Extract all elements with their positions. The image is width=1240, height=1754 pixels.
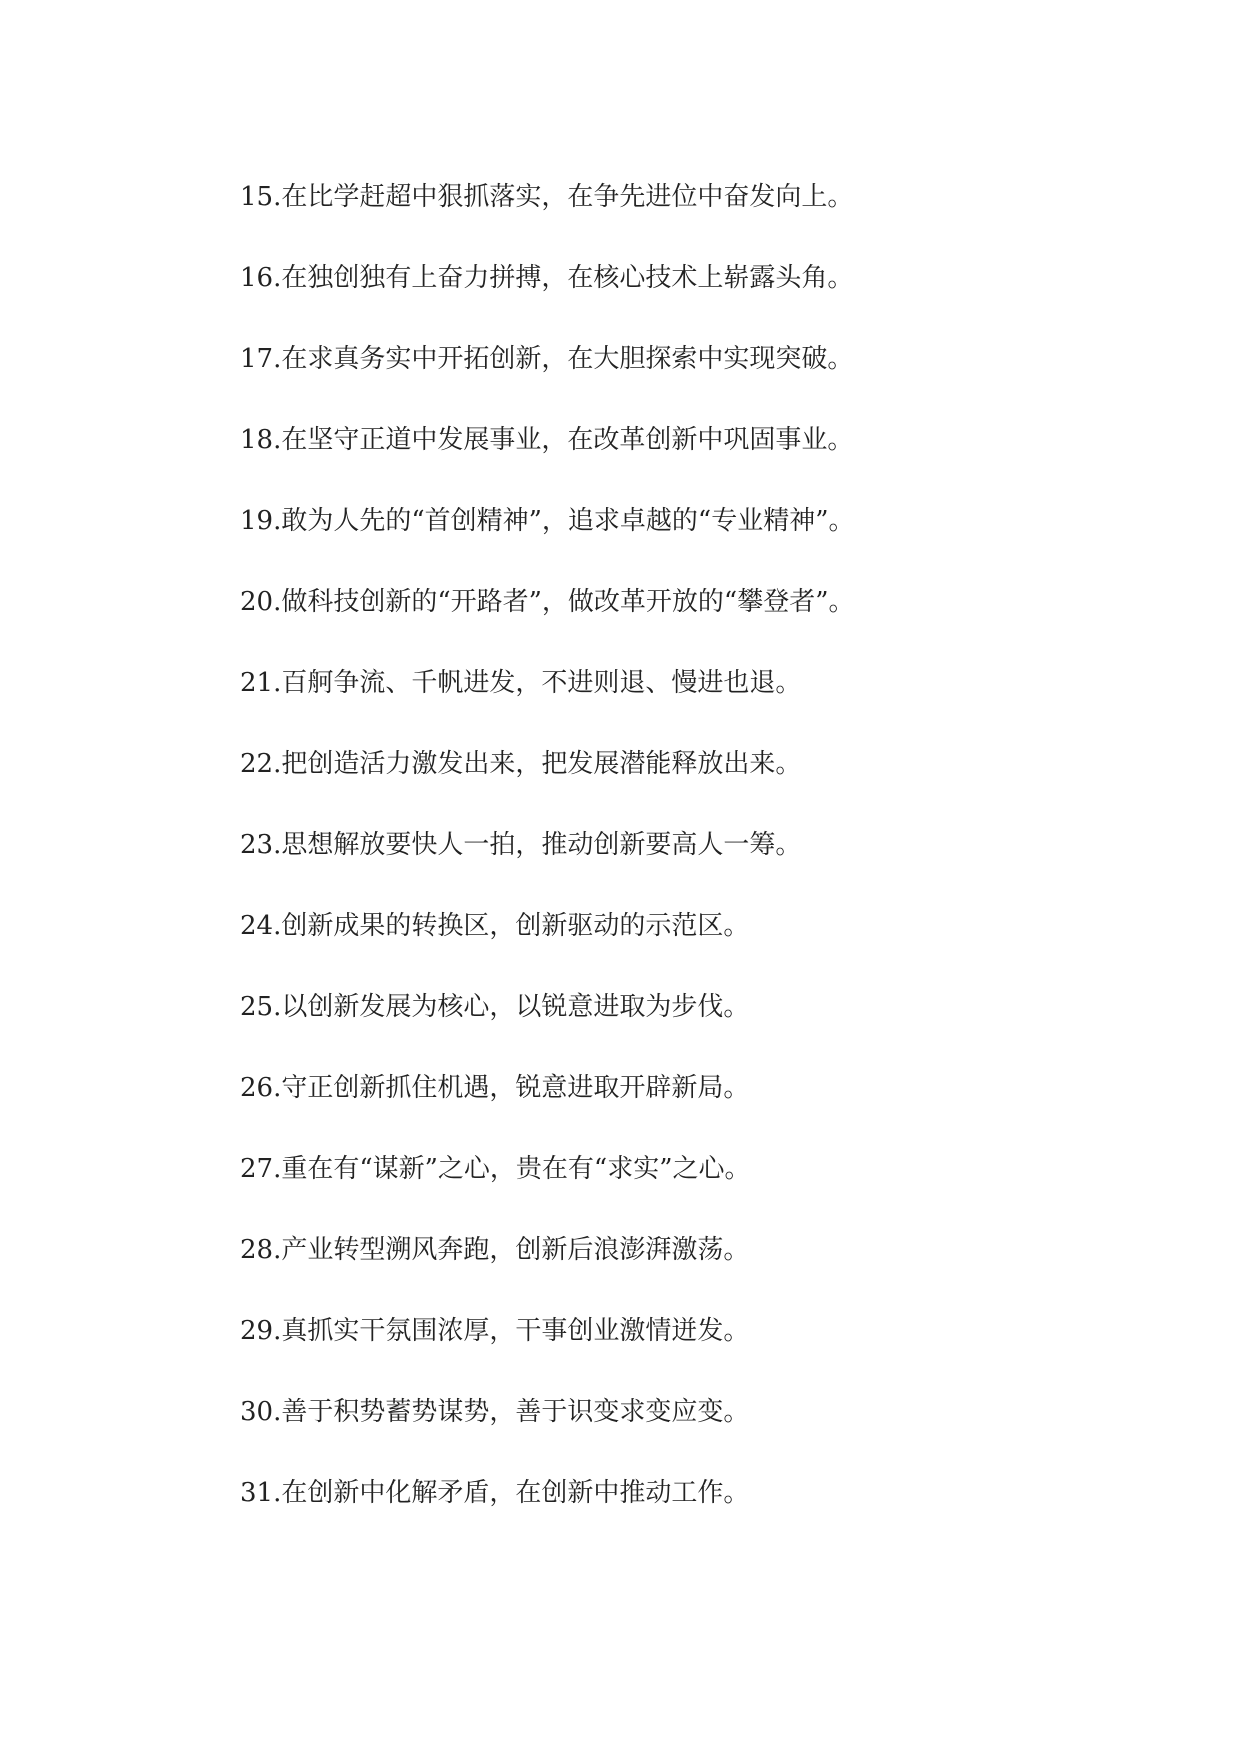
slogan-line-23: 23.思想解放要快人一拍，推动创新要高人一筹。 [240, 830, 802, 860]
slogan-line-28: 28.产业转型溯风奔跑，创新后浪澎湃激荡。 [240, 1235, 750, 1265]
slogan-line-27: 27.重在有“谋新”之心，贵在有“求实”之心。 [240, 1154, 751, 1184]
slogan-line-25: 25.以创新发展为核心，以锐意进取为步伐。 [240, 992, 750, 1022]
slogan-line-15: 15.在比学赶超中狠抓落实，在争先进位中奋发向上。 [240, 182, 854, 212]
slogan-line-19: 19.敢为人先的“首创精神”，追求卓越的“专业精神”。 [240, 506, 855, 536]
slogan-line-24: 24.创新成果的转换区，创新驱动的示范区。 [240, 911, 750, 941]
slogan-line-26: 26.守正创新抓住机遇，锐意进取开辟新局。 [240, 1073, 750, 1103]
slogan-list [240, 172, 1180, 1549]
slogan-line-31: 31.在创新中化解矛盾，在创新中推动工作。 [240, 1478, 750, 1508]
slogan-line-29: 29.真抓实干氛围浓厚，干事创业激情迸发。 [240, 1316, 750, 1346]
slogan-line-20: 20.做科技创新的“开路者”，做改革开放的“攀登者”。 [240, 587, 855, 617]
slogan-line-17: 17.在求真务实中开拓创新，在大胆探索中实现突破。 [240, 344, 854, 374]
slogan-line-18: 18.在坚守正道中发展事业，在改革创新中巩固事业。 [240, 425, 854, 455]
slogan-line-16: 16.在独创独有上奋力拼搏，在核心技术上崭露头角。 [240, 263, 854, 293]
slogan-line-21: 21.百舸争流、千帆进发，不进则退、慢进也退。 [240, 668, 802, 698]
slogan-line-22: 22.把创造活力激发出来，把发展潜能释放出来。 [240, 749, 802, 779]
slogan-line-30: 30.善于积势蓄势谋势，善于识变求变应变。 [240, 1397, 750, 1427]
